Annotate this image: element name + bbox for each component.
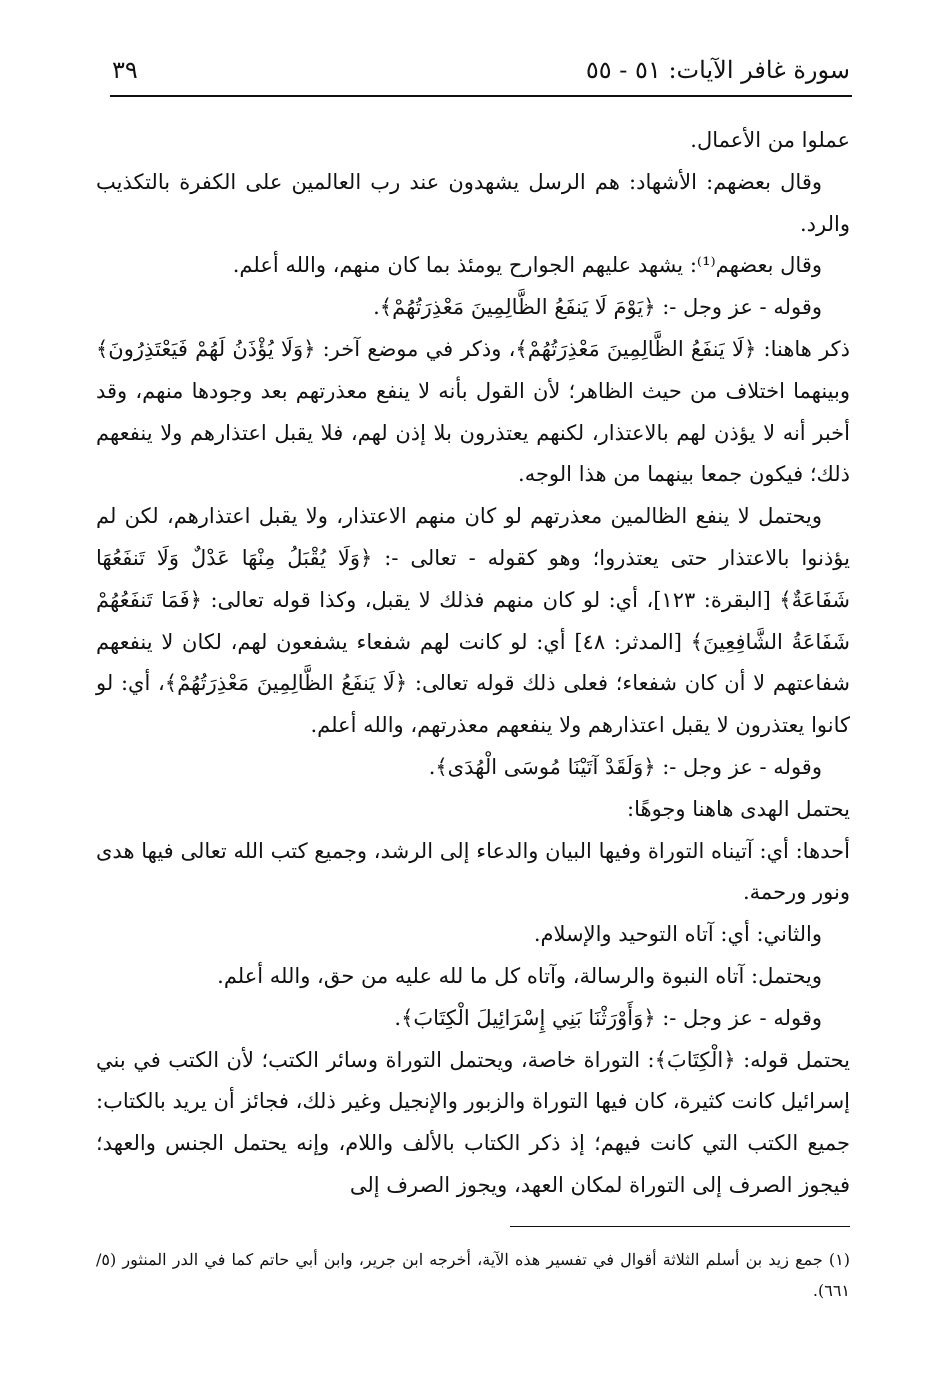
- paragraph: أحدها: أي: آتيناه التوراة وفيها البيان والدعاء إلى الرشد، وجميع كتب الله تعالى فيها هدى ونور ورحمة.: [96, 838, 850, 905]
- paragraph: عملوا من الأعمال.: [690, 128, 850, 152]
- paragraph: وقال بعضهم: الأشهاد: هم الرسل يشهدون عند رب العالمين على الكفرة بالتكذيب والرد.: [96, 169, 850, 236]
- paragraph: ذكر هاهنا: ﴿لَا يَنفَعُ الظَّالِمِينَ مَعْذِرَتُهُمْ﴾، وذكر في موضع آخر: ﴿وَلَا يُؤْذَنُ لَهُمْ فَيَعْتَذِرُونَ﴾ وبينهما اختلاف من حيث الظاهر؛ لأن القول بأنه لا ينفع معذرتهم بعد وجودها منهم، وقد أخبر أنه لا يؤذن لهم بالاعتذار، لكنهم يعتذرون بلا إذن لهم، فلا يقبل اعتذارهم ولا ينفعهم ذلك؛ فيكون جمعا بينهما من هذا الوجه.: [96, 336, 850, 487]
- paragraph: وقوله - عز وجل -: ﴿وَلَقَدْ آتَيْنَا مُوسَى الْهُدَى﴾.: [428, 754, 822, 779]
- paragraph: ويحتمل: آتاه النبوة والرسالة، وآتاه كل ما لله عليه من حق، والله أعلم.: [217, 963, 822, 988]
- footnote: [96, 1244, 850, 1306]
- page-number: ٣٩: [112, 56, 138, 84]
- paragraph: يحتمل الهدى هاهنا وجوهًا:: [627, 796, 850, 821]
- paragraph: وقال بعضهم⁽¹⁾: يشهد عليهم الجوارح يومئذ بما كان منهم، والله أعلم.: [232, 253, 822, 278]
- main-text: [96, 120, 850, 1207]
- paragraph: وقوله - عز وجل -: ﴿يَوْمَ لَا يَنفَعُ الظَّالِمِينَ مَعْذِرَتُهُمْ﴾.: [373, 295, 822, 320]
- paragraph: يحتمل قوله: ﴿الْكِتَابَ﴾: التوراة خاصة، ويحتمل التوراة وسائر الكتب؛ لأن الكتب في بني إسرائيل كانت كثيرة، كان فيها التوراة والزبور والإنجيل وغير ذلك، فجائز أن يريد بالكتاب: جميع الكتب التي كانت فيهم؛ إذ ذكر الكتاب بالألف واللام، وإنه يحتمل الجنس والعهد؛ فيجوز الصرف إلى التوراة لمكان العهد، ويجوز الصرف إلى: [96, 1047, 850, 1197]
- paragraph: وقوله - عز وجل -: ﴿وَأَوْرَثْنَا بَنِي إِسْرَائِيلَ الْكِتَابَ﴾.: [394, 1005, 822, 1030]
- paragraph: ويحتمل لا ينفع الظالمين معذرتهم لو كان منهم الاعتذار، ولا يقبل اعتذارهم، لكن لم يؤذنوا بالاعتذار حتى يعتذروا؛ وهو كقوله - تعالى -: ﴿وَلَا يُقْبَلُ مِنْهَا عَدْلٌ وَلَا تَنفَعُهَا شَفَاعَةٌ﴾ [البقرة: ١٢٣]، أي: لو كان منهم فذلك لا يقبل، وكذا قوله تعالى: ﴿فَمَا تَنفَعُهُمْ شَفَاعَةُ الشَّافِعِينَ﴾ [المدثر: ٤٨] أي: لو كانت لهم شفعاء يشفعون لهم، لكان لا ينفعهم شفاعتهم لا أن كان شفعاء؛ فعلى ذلك قوله تعالى: ﴿لَا يَنفَعُ الظَّالِمِينَ مَعْذِرَتُهُمْ﴾، أي: لو كانوا يعتذرون لا يقبل اعتذارهم ولا ينفعهم معذرتهم، والله أعلم.: [96, 504, 850, 738]
- running-header-title: سورة غافر الآيات: ٥١ - ٥٥: [585, 56, 850, 84]
- footnote-rule: [510, 1226, 850, 1227]
- header-rule: [110, 95, 852, 97]
- footnote-text: (١) جمع زيد بن أسلم الثلاثة أقوال في تفسير هذه الآية، أخرجه ابن جرير، وابن أبي حاتم كما في الدر المنثور (٥/ ٦٦١).: [96, 1250, 850, 1300]
- paragraph: والثاني: أي: آتاه التوحيد والإسلام.: [533, 922, 822, 947]
